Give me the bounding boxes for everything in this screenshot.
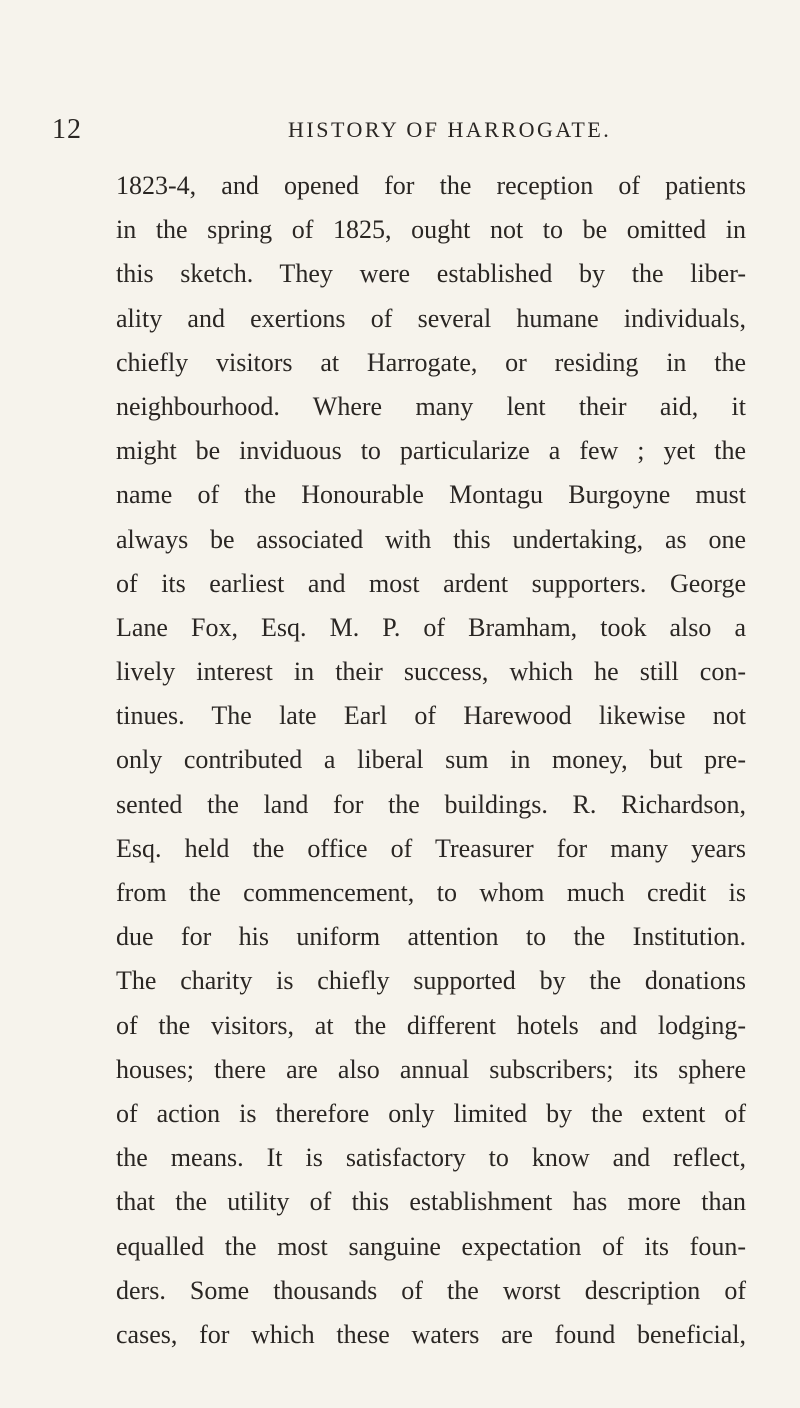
text-line: of the visitors, at the different hotels and lodging- (116, 1010, 746, 1040)
page-number: 12 (52, 114, 82, 145)
text-line: ality and exertions of several humane individuals, (116, 303, 746, 333)
text-line: this sketch. They were established by the liber- (116, 259, 746, 289)
text-line: name of the Honourable Montagu Burgoyne must (116, 480, 746, 510)
text-line: of action is therefore only limited by the extent of (116, 1098, 746, 1128)
text-line: tinues. The late Earl of Harewood likewise not (116, 701, 746, 731)
text-line: Lane Fox, Esq. M. P. of Bramham, took also a (116, 612, 746, 642)
text-line: might be inviduous to particularize a few ; yet the (116, 436, 746, 466)
text-line: only contributed a liberal sum in money, but pre- (116, 745, 746, 775)
text-line: The charity is chiefly supported by the donations (116, 966, 746, 996)
text-line: in the spring of 1825, ought not to be omitted in (116, 215, 746, 245)
text-line: cases, for which these waters are found beneficial, (116, 1319, 746, 1349)
text-line: from the commencement, to whom much credit is (116, 878, 746, 907)
text-line: neighbourhood. Where many lent their aid, it (116, 391, 746, 421)
text-line: houses; there are also annual subscribers; its sphere (116, 1054, 746, 1084)
text-line: lively interest in their success, which he still con- (116, 657, 746, 687)
text-line: Esq. held the office of Treasurer for many years (116, 833, 746, 863)
text-line: ders. Some thousands of the worst description of (116, 1275, 746, 1305)
text-line: the means. It is satisfactory to know and reflect, (116, 1143, 746, 1173)
body-text (116, 164, 746, 1357)
text-line: sented the land for the buildings. R. Richardson, (116, 789, 746, 819)
text-line: 1823-4, and opened for the reception of patients (116, 171, 746, 200)
text-line: chiefly visitors at Harrogate, or residing in the (116, 347, 746, 377)
text-line: that the utility of this establishment has more than (116, 1187, 746, 1217)
running-head (52, 114, 772, 150)
text-line: always be associated with this undertaking, as one (116, 524, 746, 554)
text-line: equalled the most sanguine expectation of its foun- (116, 1231, 746, 1261)
text-line: of its earliest and most ardent supporters. George (116, 568, 746, 598)
running-title: HISTORY OF HARROGATE. (288, 117, 612, 142)
text-line: due for his uniform attention to the Institution. (116, 922, 746, 952)
